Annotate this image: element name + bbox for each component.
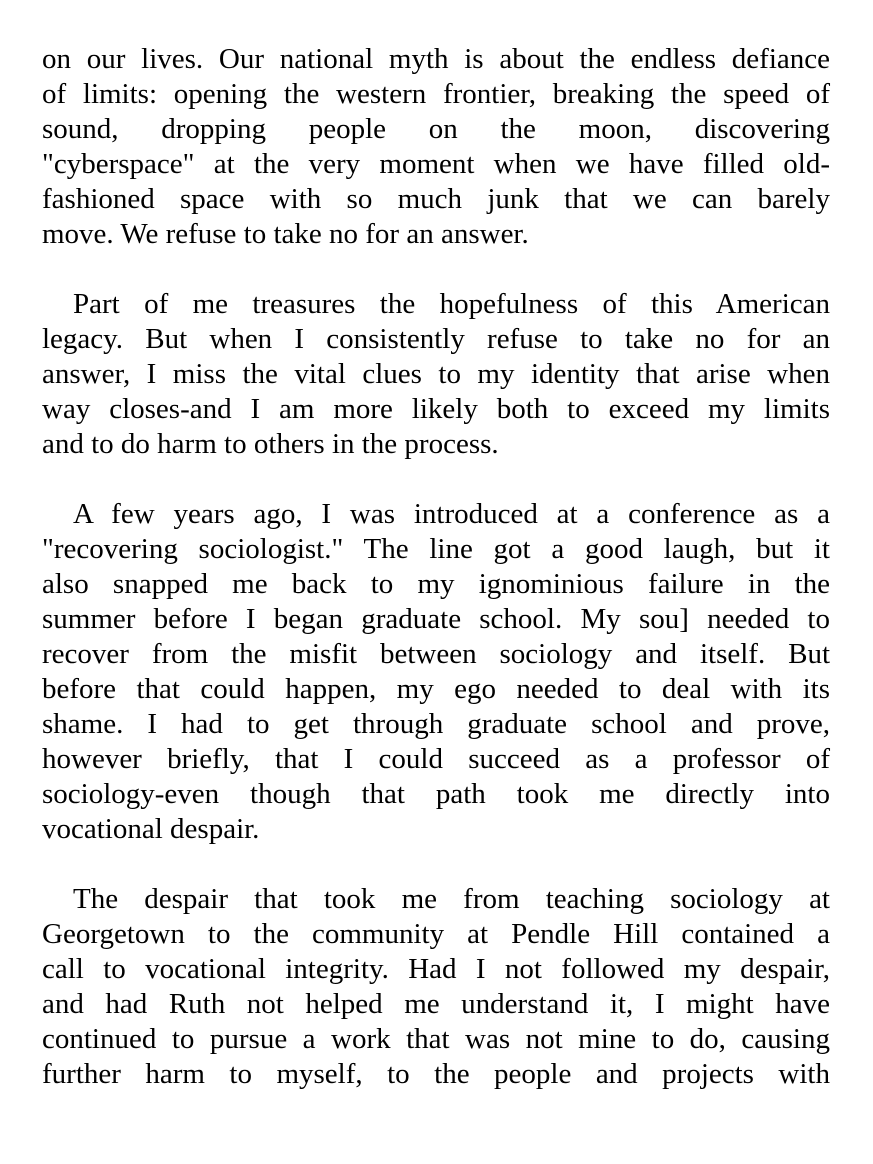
text-line: Part of me treasures the hopefulness of this American: [73, 288, 830, 320]
text-line: A few years ago, I was introduced at a conference as a: [73, 498, 830, 530]
text-line: on our lives. Our national myth is about the endless defiance: [42, 43, 830, 75]
text-line: shame. I had to get through graduate school and prove,: [42, 708, 830, 740]
text-line: also snapped me back to my ignominious failure in the: [42, 568, 830, 600]
text-line: and had Ruth not helped me understand it, I might have: [42, 988, 830, 1020]
text-line: "recovering sociologist." The line got a good laugh, but it: [42, 533, 830, 565]
text-line: vocational despair.: [42, 813, 260, 845]
text-line: and to do harm to others in the process.: [42, 428, 499, 460]
text-line: way closes-and I am more likely both to exceed my limits: [42, 393, 830, 425]
text-line: fashioned space with so much junk that we can barely: [42, 183, 830, 215]
text-line: Georgetown to the community at Pendle Hill contained a: [42, 918, 830, 950]
paragraph: [42, 42, 830, 252]
paragraph: [42, 882, 830, 1092]
text-line: of limits: opening the western frontier, breaking the speed of: [42, 78, 830, 110]
document-page: [42, 42, 830, 1127]
paragraph: [42, 287, 830, 462]
text-line: continued to pursue a work that was not mine to do, causing: [42, 1023, 830, 1055]
text-line: sociology-even though that path took me directly into: [42, 778, 830, 810]
text-line: The despair that took me from teaching sociology at: [73, 883, 830, 915]
text-line: recover from the misfit between sociology and itself. But: [42, 638, 830, 670]
text-line: before that could happen, my ego needed to deal with its: [42, 673, 830, 705]
text-line: "cyberspace" at the very moment when we have filled old-: [42, 148, 830, 180]
text-line: however briefly, that I could succeed as a professor of: [42, 743, 830, 775]
text-line: sound, dropping people on the moon, discovering: [42, 113, 830, 145]
text-line: further harm to myself, to the people and projects with: [42, 1058, 830, 1090]
text-line: summer before I began graduate school. My sou] needed to: [42, 603, 830, 635]
text-line: answer, I miss the vital clues to my identity that arise when: [42, 358, 830, 390]
paragraph: [42, 497, 830, 847]
text-line: call to vocational integrity. Had I not followed my despair,: [42, 953, 830, 985]
text-line: legacy. But when I consistently refuse to take no for an: [42, 323, 830, 355]
text-line: move. We refuse to take no for an answer.: [42, 218, 529, 250]
